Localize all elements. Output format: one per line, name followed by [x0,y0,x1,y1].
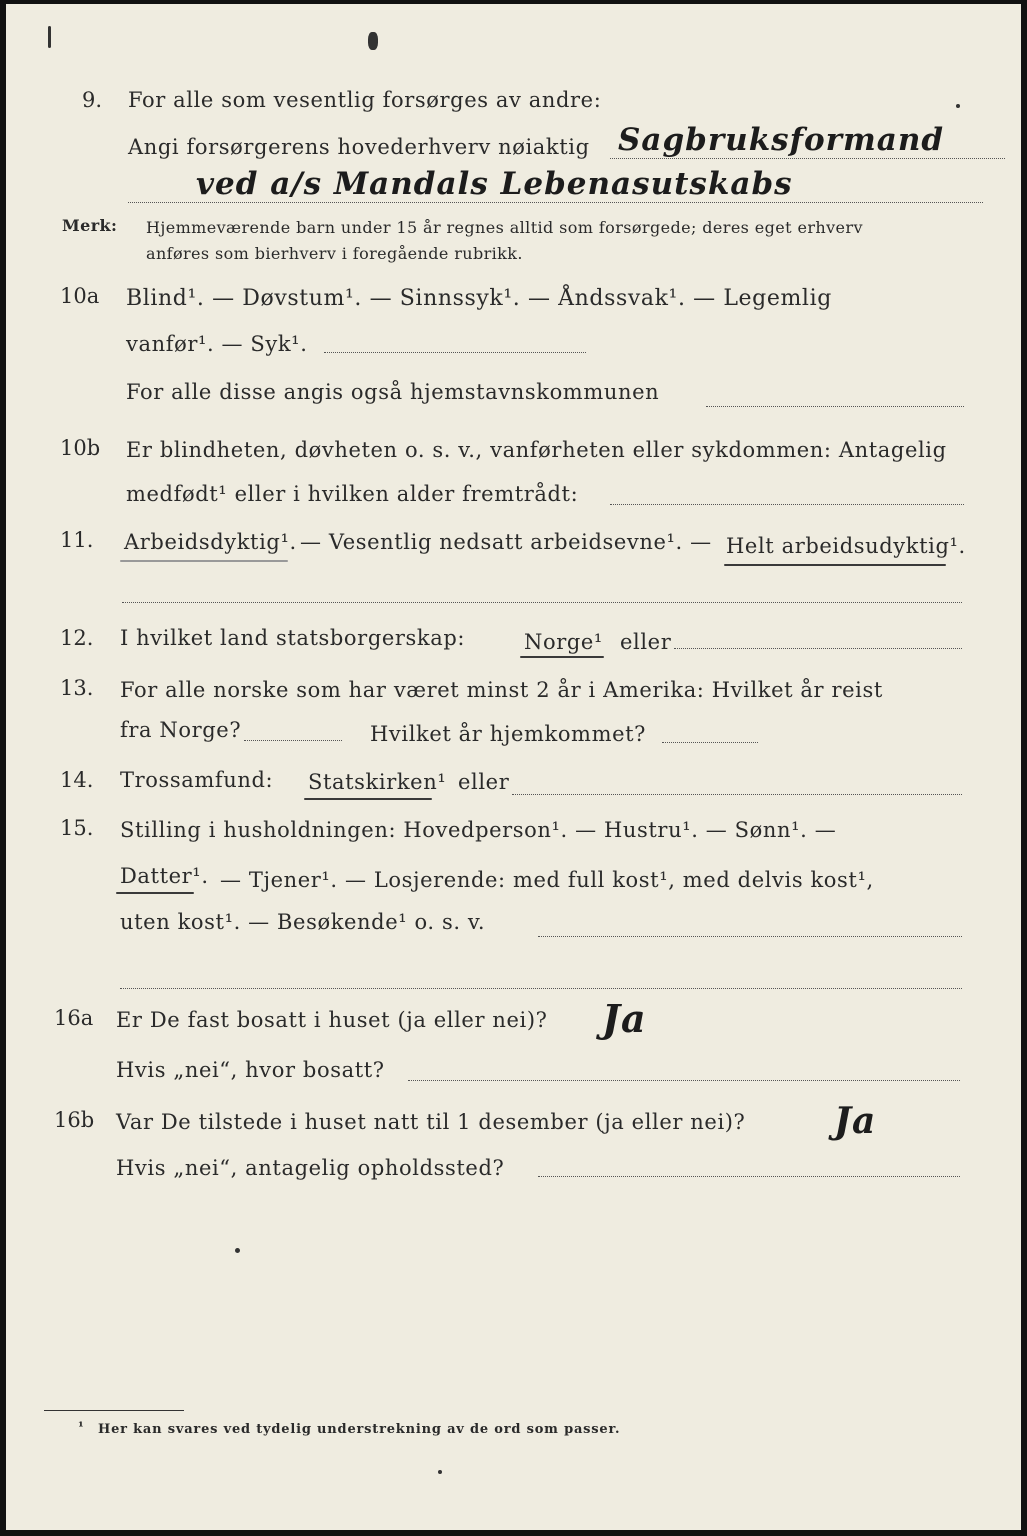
question-14-option: Statskirken¹ [308,770,447,794]
question-10a-line2: vanfør¹. — Syk¹. [126,332,308,356]
question-12-text: I hvilket land statsborgerskap: [120,626,466,650]
question-16b-answer-line [538,1176,960,1177]
question-13-departure-line [244,740,342,741]
ink-mark [368,32,378,50]
ink-dot [235,1248,240,1253]
census-form-page [6,4,1021,1530]
question-16a-answer-line [408,1080,960,1081]
merk-line2: anføres som bierhverv i foregående rubrikk. [146,244,523,263]
question-10b-number: 10b [60,436,101,460]
question-10b-answer-line [610,504,964,505]
question-16b-line2: Hvis „nei“, antagelig opholdssted? [116,1156,505,1180]
question-10a-answer-line [324,352,586,353]
question-15-datter-underline [116,892,194,894]
question-9-answer-line [610,158,1005,159]
ink-dot [956,104,960,108]
question-15-line1: Stilling i husholdningen: Hovedperson¹. — Hustru¹. — Sønn¹. — [120,818,837,842]
question-11-number: 11. [60,528,94,552]
question-16a-line1: Er De fast bosatt i huset (ja eller nei)? [116,1008,548,1032]
ink-dot [438,1470,442,1474]
question-15-answer-line [538,936,962,937]
footnote-divider [44,1410,184,1411]
question-16b-answer: Ja [834,1100,877,1142]
question-10a-hometown-line [706,406,964,407]
question-10a-line1: Blind¹. — Døvstum¹. — Sinnssyk¹. — Åndssvak¹. — Legemlig [126,286,832,311]
question-10b-line1: Er blindheten, døvheten o. s. v., vanførheten eller sykdommen: Antagelig [126,438,947,462]
question-13-line2a: fra Norge? [120,718,242,742]
question-11-part3: Helt arbeidsudyktig¹. [726,534,966,558]
question-12-answer-line [674,648,962,649]
question-15-line2b: — Tjener¹. — Losjerende: med full kost¹, med delvis kost¹, [220,868,874,892]
question-11-strike-arbeidsdyktig [120,560,288,562]
merk-line1: Hjemmeværende barn under 15 år regnes alltid som forsørgede; deres eget erhverv [146,218,863,237]
question-11-part2: — Vesentlig nedsatt arbeidsevne¹. — [300,530,712,554]
question-9-answer-1: Sagbruksformand [618,122,945,158]
question-12-option: Norge¹ [524,630,603,654]
question-16a-number: 16a [54,1006,94,1030]
question-9-line2: Angi forsørgerens hovederhverv nøiaktig [128,135,590,159]
question-16b-number: 16b [54,1108,95,1132]
question-16a-line2: Hvis „nei“, hvor bosatt? [116,1058,385,1082]
question-10a-line3: For alle disse angis også hjemstavnskommunen [126,380,660,404]
question-11-part1: Arbeidsdyktig¹. [124,530,297,554]
question-11-extra-line [122,602,962,603]
question-14-number: 14. [60,768,94,792]
question-14-option-underline [304,798,432,800]
question-15-line3: uten kost¹. — Besøkende¹ o. s. v. [120,910,486,934]
ink-mark [48,26,51,48]
question-15-line2a: Datter¹. [120,864,209,888]
question-14-answer-line [512,794,962,795]
question-11-underline-answer [724,564,946,566]
question-9-answer-line-2 [128,202,983,203]
question-13-return-line [662,742,758,743]
question-13-line2b: Hvilket år hjemkommet? [370,722,647,746]
question-9-answer-2: ved a/s Mandals Lebenasutskabs [196,166,793,202]
merk-label: Merk: [62,216,118,235]
footnote-text: Her kan svares ved tydelig understrekning av de ord som passer. [98,1422,621,1437]
question-12-tail: eller [620,630,672,654]
question-15-extra-line [120,988,962,989]
question-10a-number: 10a [60,284,100,308]
footnote-marker: ¹ [78,1420,85,1435]
question-13-line1: For alle norske som har været minst 2 år i Amerika: Hvilket år reist [120,678,883,702]
question-12-option-underline [520,656,604,658]
question-9-number: 9. [82,88,103,112]
question-13-number: 13. [60,676,94,700]
question-14-text: Trossamfund: [120,768,274,792]
question-9-line1: For alle som vesentlig forsørges av andre: [128,88,602,112]
question-12-number: 12. [60,626,94,650]
question-10b-line2: medfødt¹ eller i hvilken alder fremtrådt: [126,482,579,506]
question-14-tail: eller [458,770,510,794]
question-15-number: 15. [60,816,94,840]
question-16b-line1: Var De tilstede i huset natt til 1 desember (ja eller nei)? [116,1110,746,1134]
question-16a-answer: Ja [602,996,647,1041]
